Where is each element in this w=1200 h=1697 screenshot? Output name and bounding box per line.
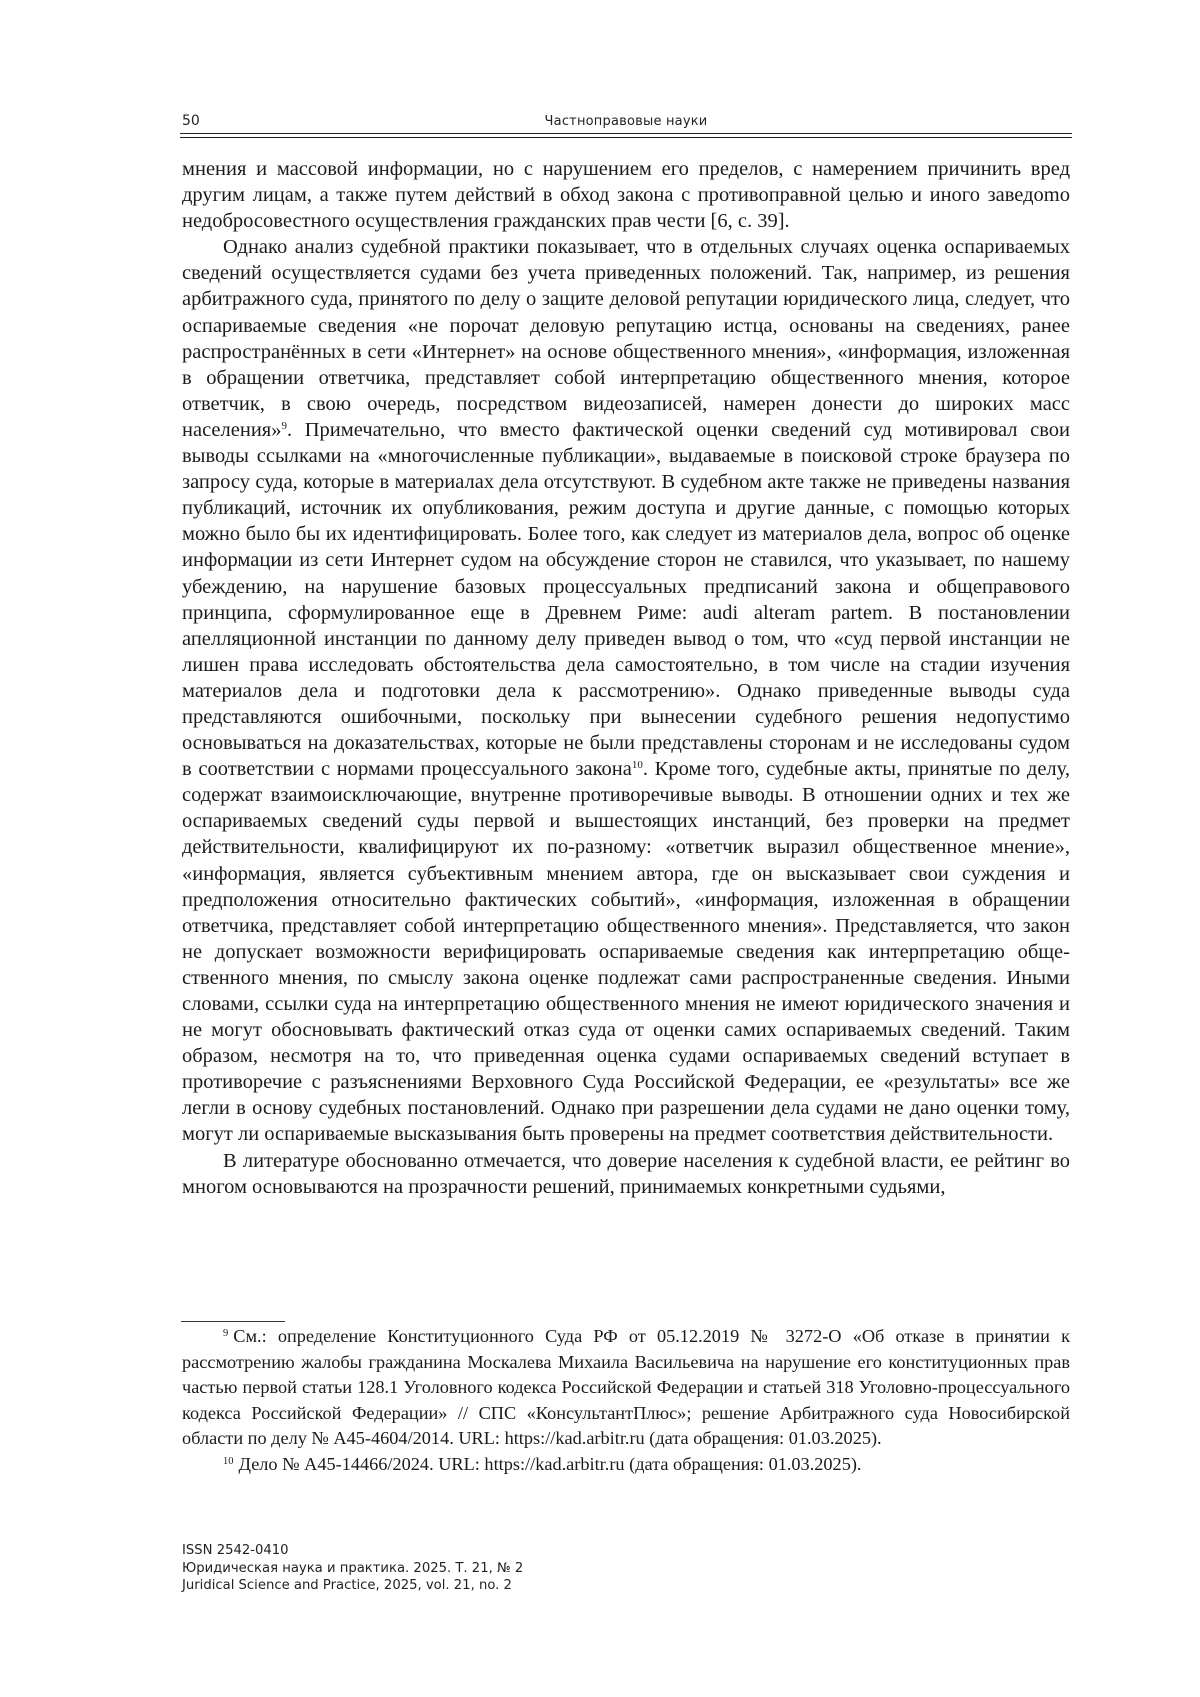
- paragraph-3: [182, 1148, 1070, 1200]
- paragraph-2-text-c: . Кроме того, судебные акты, принятые по делу, содержат взаимоисключающие, внутренне противоречивые выводы. В отношении одних и тех же оспариваемых сведений суды первой и вышестоящих инстанций, без проверки на предмет действительности, квалифицируют их по-разному: «ответчик выразил общественное мнение», «информация, является субъективным мнением автора, где он высказывает свои суждения и предположения относительно фактических событий», «информация, изложенная в обращении ответчика, представляет собой интерпретацию общественного мнения». Представляется, что закон не допускает возможности верифицировать оспариваемые сведения как интерпретацию общественного мнения, по смыслу закона оценке подлежат сами распространенные сведения. Иными словами, ссылки суда на интерпретацию общественного мнения не имеют юридического значения и не могут обосновывать фактический отказ суда от оценки самих оспариваемых сведений. Таким образом, несмотря на то, что приведенная оценка судами оспариваемых сведений вступает в противоречие с разъяснениями Верховного Суда Российской Федерации, ее «результаты» все же легли в основу судебных постановлений. Однако при разрешении дела судами не дано оценки тому, могут ли оспариваемые высказывания быть проверены на предмет соответствия действительности.: [182, 758, 1070, 1146]
- issn: ISSN 2542-0410: [182, 1543, 289, 1558]
- journal-citation-ru: Юридическая наука и практика. 2025. Т. 21, № 2: [182, 1560, 524, 1576]
- paragraph-2-text-a: Однако анализ судебной практики показывает, что в отдельных случаях оценка оспариваемых сведений осуществляется судами без учета приведенных положений. Так, например, из решения арбитражного суда, принятого по делу о защите деловой репутации юридического лица, следует, что оспариваемые сведения «не порочат деловую репутацию истца, основаны на сведениях, ранее распространённых в сети «Интернет» на основе общественного мнения», «информация, изложенная в обращении ответчика, представляет собой интерпретацию общественного мнения, которое ответчик, в свою очередь, посредством видеозаписей, намерен донести до широких масс населения»: [182, 236, 1070, 441]
- footnotes: [182, 1324, 1070, 1478]
- paragraph-1-text: мнения и массовой информации, но с нарушением его пределов, с намерением причинить вред другим лицам, а также путем действий в обход закона с противоправной целью и иного заведоmo недобросовестного осуществления гражданских прав чести [6, с. 39].: [182, 158, 1070, 233]
- footnote-10: [182, 1452, 1070, 1478]
- article-body: [182, 156, 1070, 1200]
- header-rule-thick: [180, 133, 1072, 134]
- running-header: [180, 110, 1072, 132]
- footnote-separator: [181, 1321, 285, 1322]
- footnote-ref-9[interactable]: 9: [281, 419, 287, 432]
- paragraph-2-text-b: . Примечательно, что вместо фактической оценки сведений суд мотивировал свои выводы ссылками на «многочисленные публикации», выдаваемые в поисковой строке браузера по запросу суда, которые в материалах дела отсутствуют. В судебном акте также не приведены названия публикаций, источник их опубликования, режим доступа и другие данные, с помощью которых можно было бы их идентифицировать. Более того, как следует из материалов дела, вопрос об оценке информации из сети Интернет судом на обсуждение сторон не ставился, что указывает, по нашему убеждению, на нарушение базовых процессуальных предписаний закона и общеправового принципа, сформулированное еще в Древнем Риме: audi alteram partem. В постановлении апелляционной инстанции по данному делу приведен вывод о том, что «суд первой инстанции не лишен права исследовать обстоятельства дела самостоятельно, в том числе на стадии изучения материалов дела и подготовки дела к рассмотрению». Однако приведенные выводы суда представляются ошибочными, поскольку при вынесении судебного решения недопустимо основываться на доказательствах, которые не были представлены сторонам и не исследованы судом в соответствии с нормами процессуального закона: [182, 418, 1070, 781]
- header-rule-thin: [180, 137, 1072, 138]
- paragraph-3-text: В литературе обоснованно отмечается, что доверие населения к судебной власти, ее рейтинг во многом основываются на прозрачности решений, принимаемых конкретными судьями,: [182, 1149, 1070, 1198]
- journal-citation-en: Juridical Science and Practice, 2025, vol. 21, no. 2: [182, 1578, 512, 1594]
- paragraph-2: [182, 234, 1070, 1147]
- section-title: Частноправовые науки: [544, 114, 708, 129]
- footnote-9: [182, 1324, 1070, 1452]
- footnote-ref-10[interactable]: 10: [631, 759, 643, 772]
- footnote-text: См.: определение Конституционного Суда РФ от 05.12.2019 № 3272-О «Об отказе в принятии к рассмотрению жалобы гражданина Москалева Михаила Васильевича на нарушение его конституционных прав частью первой статьи 128.1 Уголовного кодекса Российской Федерации и статьей 318 Уголовно-процессуального кодекса Российской Федерации» // СПС «КонсультантПлюс»; решение Арбитражного суда Новосибирской области по делу № А45-4604/2014. URL: https://kad.arbitr.ru (дата обращения: 01.03.2025).: [182, 1326, 1070, 1449]
- footnote-text: Дело № А45-14466/2024. URL: https://kad.arbitr.ru (дата обращения: 01.03.2025).: [238, 1453, 862, 1474]
- journal-imprint: [182, 1542, 682, 1595]
- page-number: 50: [182, 113, 200, 129]
- footnote-mark: 9: [223, 1328, 229, 1339]
- footnote-mark: 10: [223, 1455, 234, 1467]
- paragraph-1: [182, 156, 1070, 234]
